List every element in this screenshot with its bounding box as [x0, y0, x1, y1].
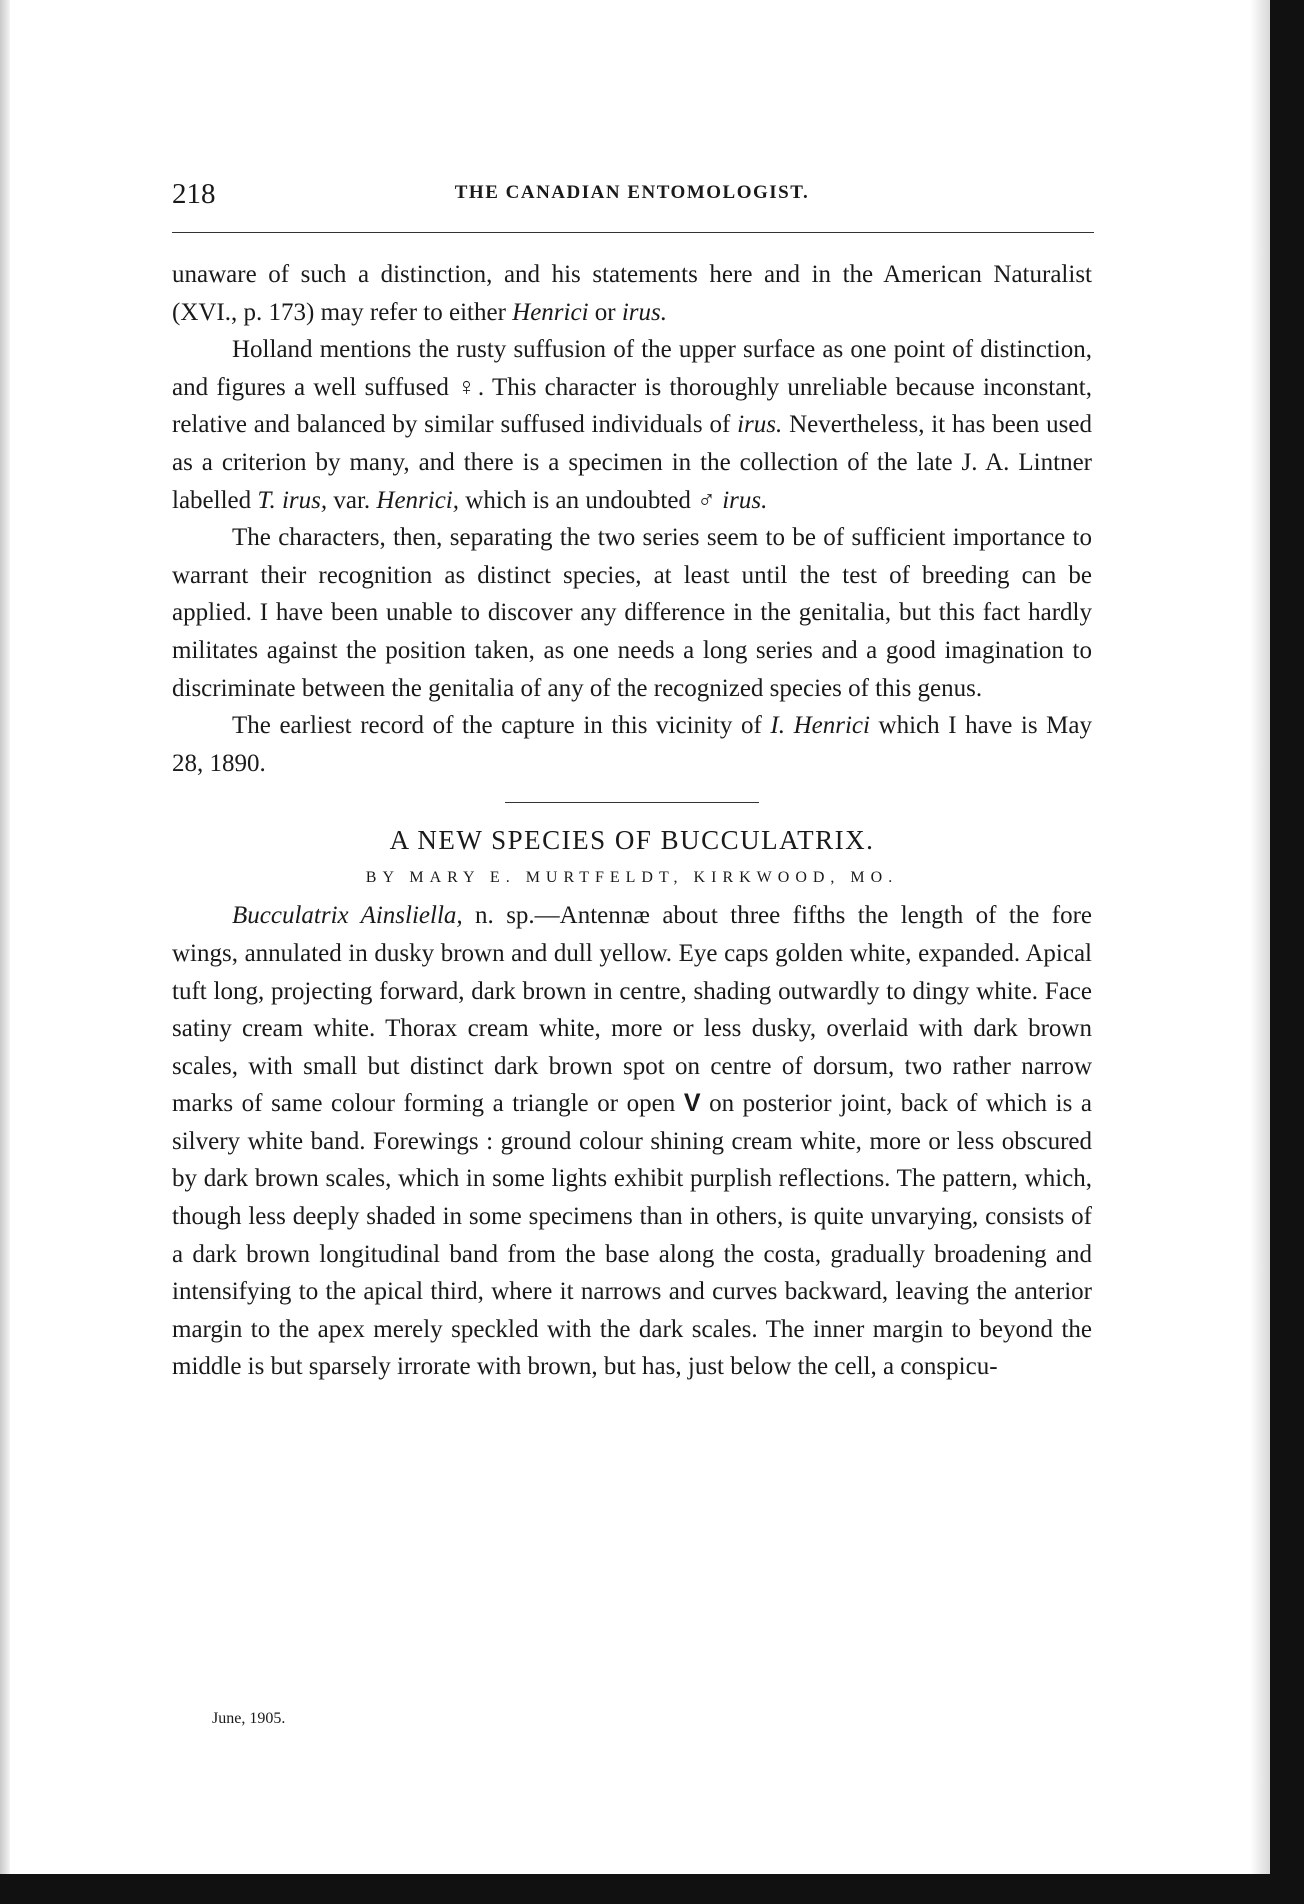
- italic-run: I. Henrici: [770, 712, 870, 740]
- paragraph-earliest-record: [172, 707, 1092, 782]
- paragraph-holland: [172, 331, 1092, 519]
- italic-run: Henrici,: [376, 486, 460, 514]
- text-run: unaware of such a distinction, and his statements here and in the American Naturalist (XVI., p. 173) may refer to either: [172, 261, 1092, 326]
- journal-title: THE CANADIAN ENTOMOLOGIST.: [454, 182, 810, 203]
- text-run: n. sp.—Antennæ about three fifths the length of the fore wings, annulated in dusky brown and dull yellow. Eye caps golden white, expanded. Apical tuft long, projecting forward, dark brown in centre, shading outwardly to dingy white. Face satiny cream white. Thorax cream white, more or less dusky, overlaid with dark brown scales, with small but distinct dark brown spot on centre of dorsum, two rather narrow marks of same colour forming a triangle or open: [172, 902, 1093, 1118]
- section-separator: [505, 802, 759, 803]
- scan-right-edge: [1270, 0, 1304, 1904]
- paragraph-continued: [172, 256, 1092, 331]
- scan-bottom-edge: [0, 1874, 1304, 1904]
- italic-run: Henrici: [512, 298, 589, 326]
- v-mark: V: [683, 1089, 701, 1118]
- footer-date: June, 1905.: [212, 1710, 286, 1727]
- italic-run: T. irus,: [257, 486, 328, 514]
- paragraph-characters: [172, 519, 1092, 707]
- paragraph-species-description: [172, 897, 1092, 1386]
- text-run: on posterior joint, back of which is a silvery white band. Forewings : ground colour shining cream white, more or less obscured by dark brown scales, which in some lights exhibit purplish reflections. The pattern, which, though less deeply shaded in some specimens than in others, is quite unvarying, consists of a dark brown longitudinal band from the base along the costa, gradually broadening and intensifying to the apical third, where it narrows and curves backward, leaving the anterior margin to the apex merely speckled with the dark scales. The inner margin to beyond the middle is but sparsely irrorate with brown, but has, just below the cell, a conspicu-: [172, 1090, 1092, 1381]
- italic-run: irus.: [621, 298, 668, 326]
- running-head: [172, 178, 1092, 218]
- italic-run: Bucculatrix Ainsliella,: [232, 902, 463, 930]
- page-number: 218: [172, 178, 216, 210]
- text-run: The characters, then, separating the two series seem to be of sufficient importance to warrant their recognition as distinct species, at least until the test of breeding can be applied. I have been unable to discover any difference in the genitalia, but this fact hardly militates against the position taken, as one needs a long series and a good imagination to discriminate between the genitalia of any of the recognized species of this genus.: [172, 524, 1092, 702]
- text-run: which is an undoubted ♂: [459, 486, 723, 514]
- text-run: which I have is May 28, 1890.: [172, 712, 1092, 777]
- body-text: [172, 256, 1092, 1386]
- text-run: Holland mentions the rusty suffusion of the upper surface as one point of distinction, and figures a well suffused ♀. This character is thoroughly unreliable because inconstant, relative and balanced by similar suffused individuals of: [172, 336, 1092, 439]
- article-byline: BY MARY E. MURTFELDT, KIRKWOOD, MO.: [365, 869, 899, 887]
- scan-left-edge: [0, 0, 10, 1904]
- header-rule: [172, 232, 1094, 233]
- text-run: Nevertheless, it has been used as a criterion by many, and there is a specimen in the collection of the late J. A. Lintner labelled: [172, 411, 1092, 514]
- text-run: The earliest record of the capture in this vicinity of: [232, 712, 771, 740]
- italic-run: irus.: [737, 411, 783, 439]
- text-run: or: [588, 298, 622, 326]
- italic-run: irus.: [722, 486, 768, 514]
- article-title: A NEW SPECIES OF BUCCULATRIX.: [389, 825, 875, 856]
- scan-gutter-shadow: [1250, 0, 1270, 1904]
- text-run: var.: [327, 486, 377, 514]
